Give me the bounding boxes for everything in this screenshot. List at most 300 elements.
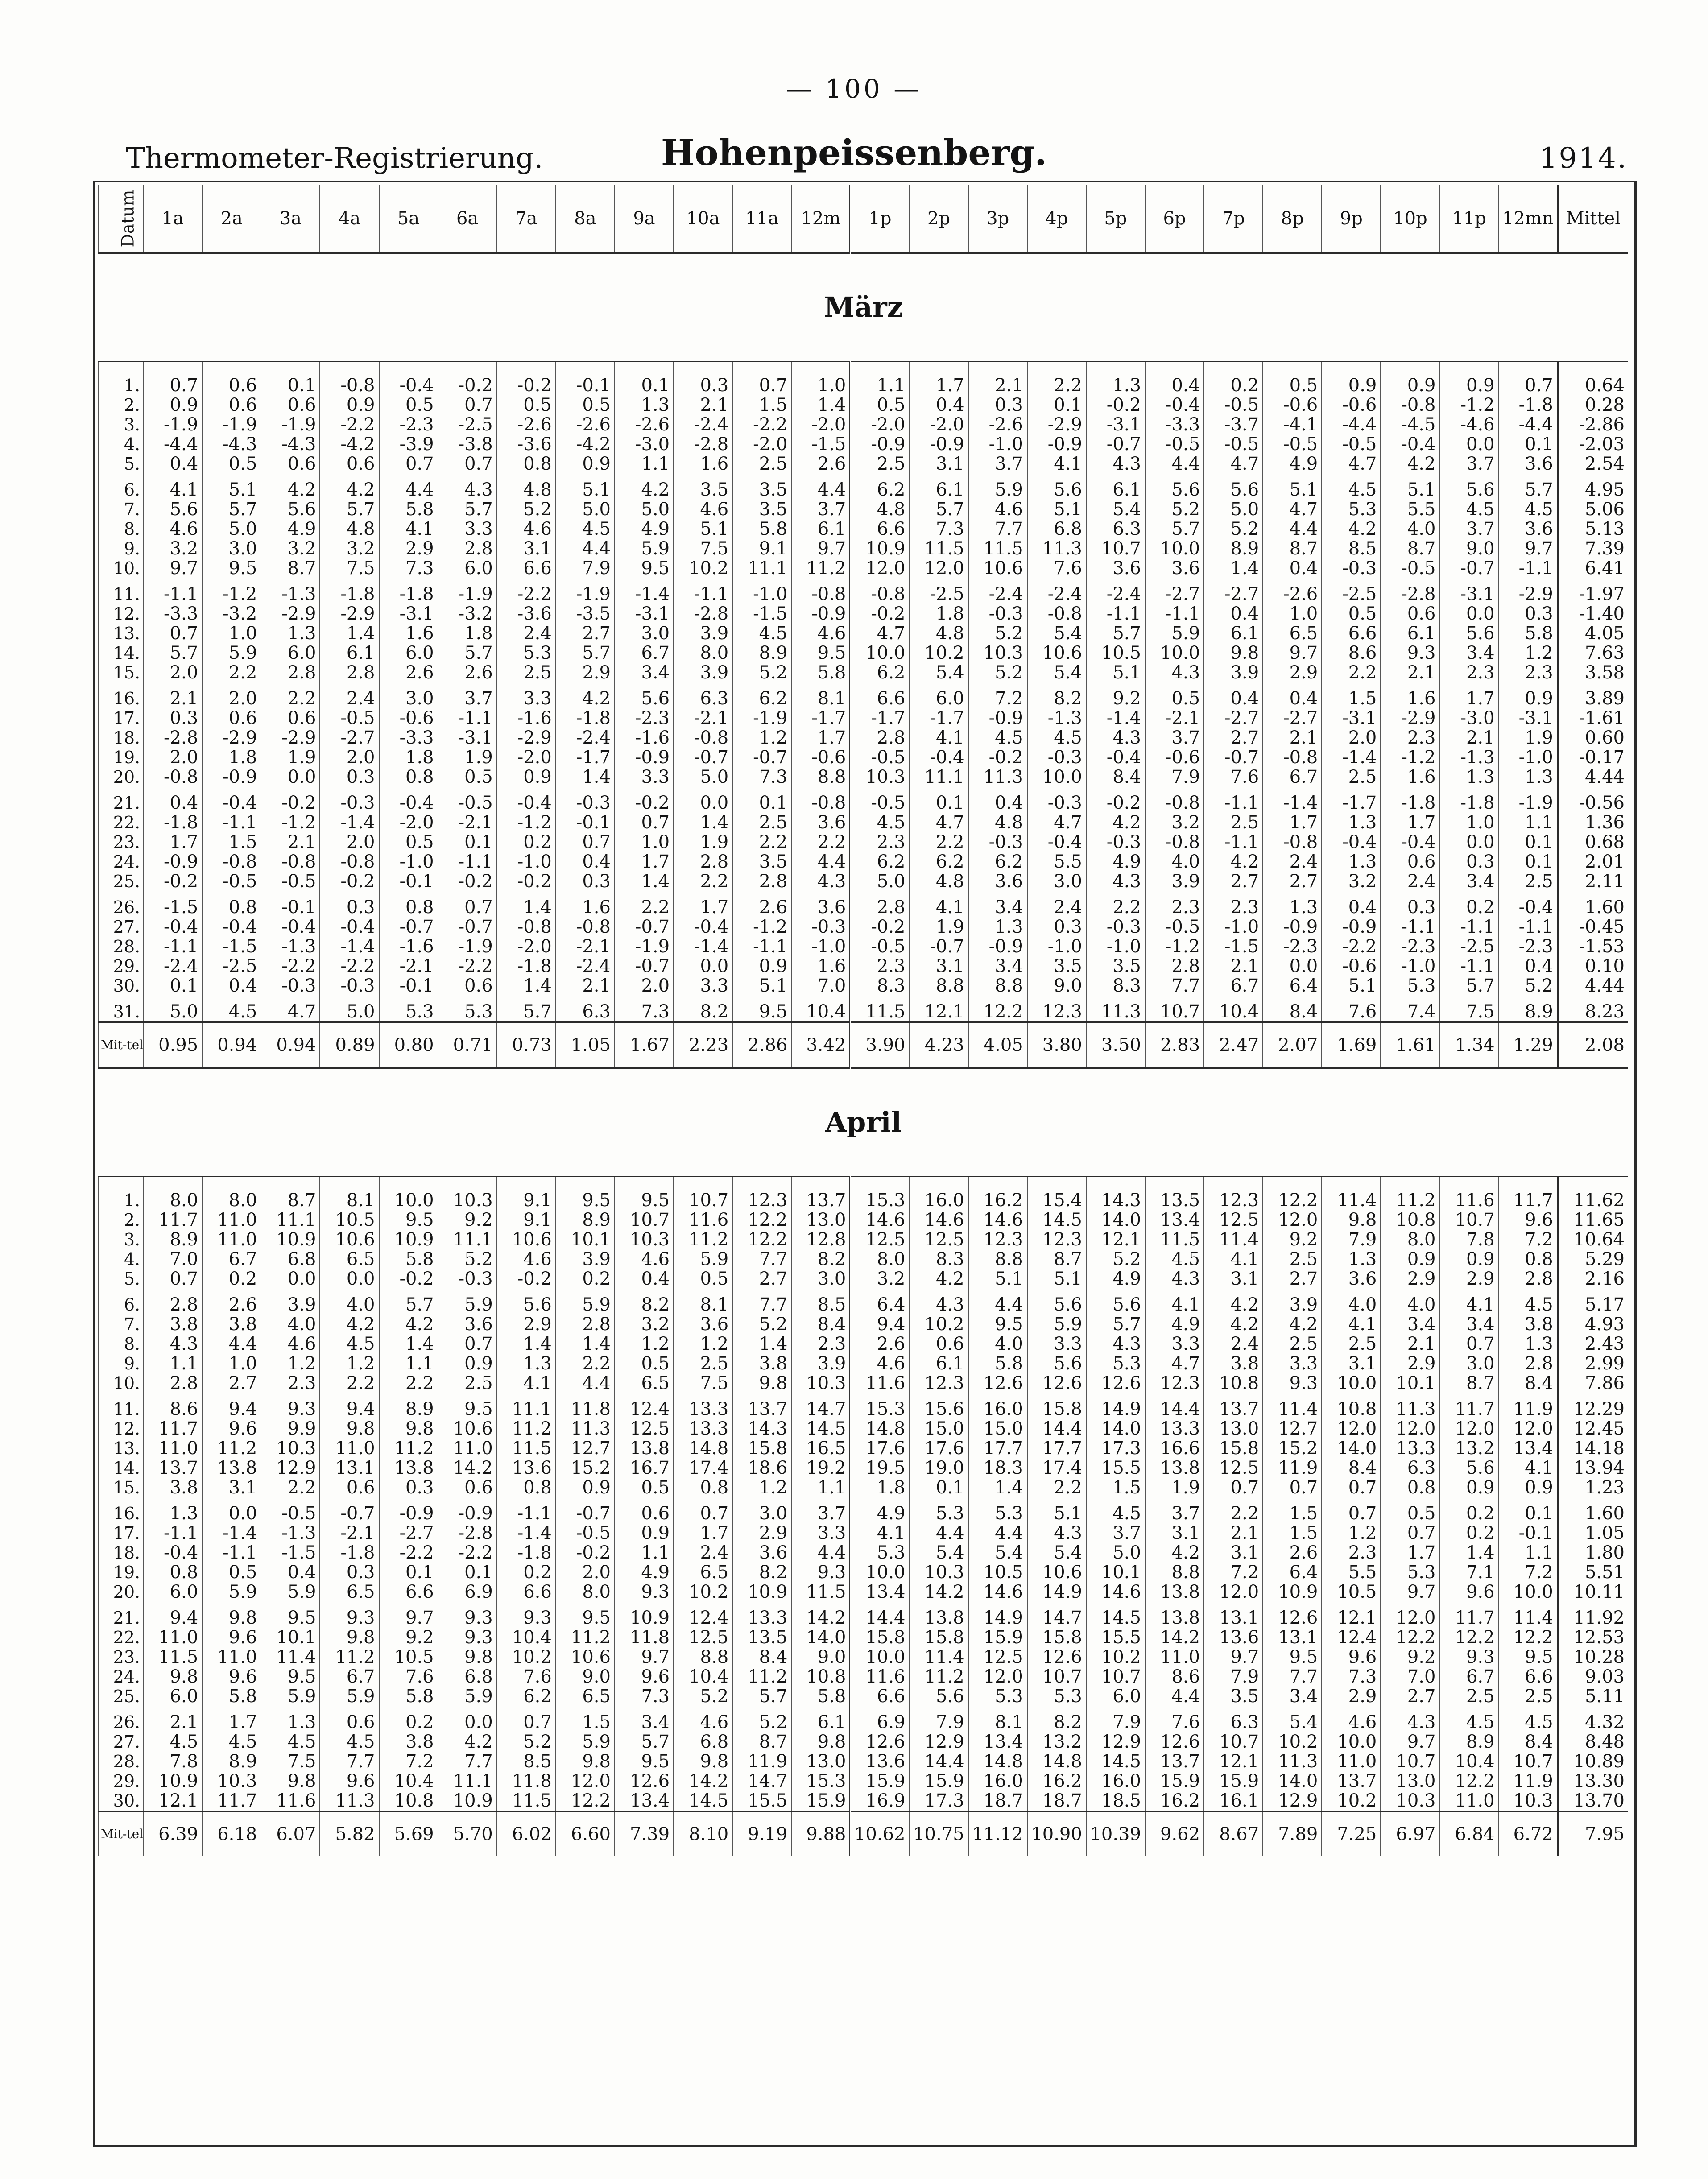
table-row	[99, 1732, 1628, 1752]
hourly-value-cell: 9.8	[791, 1732, 850, 1752]
hourly-value-cell: 7.9	[1145, 767, 1204, 787]
hourly-value-cell: -1.1	[1439, 917, 1498, 937]
hourly-value-cell: 4.4	[379, 480, 438, 500]
hourly-value-cell: 10.3	[791, 1373, 850, 1393]
hourly-value-cell: 5.6	[497, 1295, 556, 1315]
hourly-value-cell: 4.5	[968, 728, 1027, 748]
spacer-cell	[261, 682, 320, 689]
hourly-value-cell: -0.2	[850, 604, 909, 624]
hourly-value-cell: -4.2	[320, 434, 379, 454]
hourly-value-cell: 2.5	[850, 454, 909, 474]
monthly-mean-cell: 0.94	[261, 1022, 320, 1068]
hourly-value-cell: 11.2	[910, 1667, 968, 1687]
hourly-value-cell: -0.5	[556, 1523, 615, 1543]
hourly-value-cell: 10.2	[1086, 1647, 1145, 1667]
hourly-value-cell: 14.5	[1086, 1608, 1145, 1628]
hourly-value-cell: 11.5	[497, 1439, 556, 1458]
hourly-value-cell: -0.2	[1086, 793, 1145, 813]
hourly-value-cell: -3.1	[1322, 708, 1381, 728]
hourly-value-cell: 5.1	[1381, 480, 1439, 500]
hourly-value-cell: -1.9	[202, 415, 261, 434]
hourly-value-cell: -1.9	[1499, 793, 1558, 813]
hourly-value-cell: -2.6	[1263, 584, 1322, 604]
hourly-value-cell: 9.8	[261, 1771, 320, 1791]
hourly-value-cell: 2.2	[615, 897, 674, 917]
hourly-value-cell: 11.4	[1322, 1177, 1381, 1211]
hourly-value-cell: -0.4	[1322, 832, 1381, 852]
spacer-cell	[556, 682, 615, 689]
hourly-value-cell: 13.2	[1027, 1732, 1086, 1752]
hourly-value-cell: 4.1	[1439, 1295, 1498, 1315]
hourly-value-cell: 1.8	[379, 748, 438, 767]
spacer-cell	[261, 1289, 320, 1295]
hourly-value-cell: 9.6	[615, 1667, 674, 1687]
hourly-value-cell: -0.4	[1145, 395, 1204, 415]
row-group-spacer	[99, 1393, 1628, 1399]
hourly-value-cell: 5.4	[910, 663, 968, 682]
daily-mean-cell: 7.39	[1558, 539, 1628, 558]
hourly-value-cell: 11.8	[497, 1771, 556, 1791]
day-label: 11.	[99, 1399, 143, 1419]
daily-mean-cell: 1.23	[1558, 1478, 1628, 1497]
hourly-value-cell: 0.8	[379, 897, 438, 917]
hourly-value-cell: -2.3	[379, 415, 438, 434]
spacer-cell	[1086, 474, 1145, 480]
hourly-value-cell: 1.9	[438, 748, 497, 767]
hourly-value-cell: -0.2	[615, 793, 674, 813]
hourly-value-cell: 1.4	[320, 624, 379, 643]
hourly-value-cell: 15.9	[791, 1791, 850, 1811]
hourly-value-cell: 11.1	[261, 1210, 320, 1230]
hourly-value-cell: 0.1	[379, 1563, 438, 1582]
hourly-value-cell: 2.5	[497, 663, 556, 682]
hourly-value-cell: 8.6	[1322, 643, 1381, 663]
hourly-value-cell: 1.2	[1499, 643, 1558, 663]
hourly-value-cell: 4.6	[261, 1334, 320, 1354]
daily-mean-cell: -1.53	[1558, 937, 1628, 956]
hourly-value-cell: -3.2	[438, 604, 497, 624]
hourly-value-cell: 1.1	[850, 362, 909, 396]
hourly-value-cell: 8.7	[1263, 539, 1322, 558]
hourly-value-cell: 3.1	[1322, 1354, 1381, 1373]
hourly-value-cell: 0.4	[143, 793, 202, 813]
daily-mean-cell: 10.64	[1558, 1230, 1628, 1249]
hourly-value-cell: 14.9	[1086, 1399, 1145, 1419]
hourly-value-cell: 1.5	[1086, 1478, 1145, 1497]
hourly-value-cell: 2.1	[143, 1712, 202, 1732]
hourly-value-cell: 0.0	[674, 793, 732, 813]
hourly-value-cell: 5.2	[968, 624, 1027, 643]
hourly-value-cell: 6.2	[850, 852, 909, 872]
spacer-cell	[1027, 578, 1086, 584]
hourly-value-cell: 4.4	[1145, 454, 1204, 474]
hourly-value-cell: 3.3	[1263, 1354, 1322, 1373]
hourly-value-cell: 5.3	[1086, 1354, 1145, 1373]
hourly-value-cell: 15.6	[910, 1399, 968, 1419]
hourly-value-cell: 8.1	[791, 689, 850, 708]
hourly-value-cell: 12.2	[1439, 1771, 1498, 1791]
hourly-value-cell: 13.8	[379, 1458, 438, 1478]
table-row	[99, 1543, 1628, 1563]
hourly-value-cell: 0.0	[261, 1269, 320, 1289]
hourly-value-cell: 14.6	[1086, 1582, 1145, 1602]
hourly-value-cell: -0.8	[1263, 748, 1322, 767]
hourly-value-cell: 10.6	[1027, 643, 1086, 663]
day-label: 9.	[99, 1354, 143, 1373]
hourly-value-cell: 4.6	[850, 1354, 909, 1373]
monthly-mean-cell: 3.42	[791, 1022, 850, 1068]
hourly-value-cell: 0.7	[674, 1504, 732, 1523]
hourly-value-cell: 10.5	[1322, 1582, 1381, 1602]
hourly-value-cell: 3.7	[791, 1504, 850, 1523]
hourly-value-cell: 11.5	[1145, 1230, 1204, 1249]
monthly-mean-row	[99, 1811, 1628, 1857]
hourly-value-cell: 2.3	[850, 832, 909, 852]
hourly-value-cell: -2.7	[379, 1523, 438, 1543]
hourly-value-cell: 9.2	[1263, 1230, 1322, 1249]
hourly-value-cell: 5.7	[1439, 976, 1498, 996]
daily-mean-cell: 11.92	[1558, 1608, 1628, 1628]
spacer-cell	[202, 787, 261, 793]
hourly-value-cell: 10.6	[320, 1230, 379, 1249]
hourly-value-cell: -0.2	[438, 362, 497, 396]
hourly-value-cell: -2.8	[438, 1523, 497, 1543]
hourly-value-cell: 5.2	[732, 663, 791, 682]
day-label: 22.	[99, 1628, 143, 1647]
hourly-value-cell: 1.2	[320, 1354, 379, 1373]
hourly-value-cell: -0.2	[1086, 395, 1145, 415]
hourly-value-cell: 0.9	[1381, 1249, 1439, 1269]
hourly-value-cell: 14.9	[968, 1608, 1027, 1628]
day-label: 18.	[99, 728, 143, 748]
hourly-value-cell: 12.1	[910, 1002, 968, 1022]
hourly-value-cell: 5.2	[1499, 976, 1558, 996]
spacer-cell	[1499, 1393, 1558, 1399]
hourly-value-cell: 2.1	[1204, 1523, 1263, 1543]
table-row	[99, 480, 1628, 500]
hourly-value-cell: 0.2	[202, 1269, 261, 1289]
hourly-value-cell: -0.3	[320, 976, 379, 996]
row-group-spacer	[99, 1706, 1628, 1712]
spacer-cell	[261, 1497, 320, 1504]
hourly-value-cell: 3.0	[732, 1504, 791, 1523]
hourly-value-cell: 8.4	[732, 1647, 791, 1667]
spacer-cell	[674, 787, 732, 793]
table-row	[99, 415, 1628, 434]
hourly-value-cell: 0.6	[261, 708, 320, 728]
day-label: 24.	[99, 852, 143, 872]
hourly-value-cell: -0.9	[791, 604, 850, 624]
spacer-cell	[261, 578, 320, 584]
hourly-value-cell: 7.2	[968, 689, 1027, 708]
hourly-value-cell: 8.6	[143, 1399, 202, 1419]
hourly-value-cell: -1.0	[1204, 917, 1263, 937]
hourly-value-cell: -0.3	[791, 917, 850, 937]
hourly-value-cell: 2.2	[556, 1354, 615, 1373]
hourly-value-cell: 4.5	[1439, 500, 1498, 519]
day-label: 25.	[99, 872, 143, 891]
day-label: 18.	[99, 1543, 143, 1563]
monthly-mean-cell: 5.70	[438, 1811, 497, 1857]
hourly-value-cell: 6.0	[261, 643, 320, 663]
hourly-value-cell: 4.5	[1322, 480, 1381, 500]
hourly-value-cell: -0.9	[202, 767, 261, 787]
hourly-value-cell: -2.0	[497, 937, 556, 956]
hourly-value-cell: -0.3	[1086, 917, 1145, 937]
hourly-value-cell: -0.4	[143, 917, 202, 937]
hourly-value-cell: 1.3	[1499, 1334, 1558, 1354]
column-header-hour: 10a	[674, 185, 732, 253]
hourly-value-cell: -2.7	[1145, 584, 1204, 604]
hourly-value-cell: 2.9	[1381, 1269, 1439, 1289]
hourly-value-cell: 10.9	[732, 1582, 791, 1602]
hourly-value-cell: 3.3	[1027, 1334, 1086, 1354]
hourly-value-cell: -1.9	[143, 415, 202, 434]
hourly-value-cell: 4.5	[202, 1732, 261, 1752]
hourly-value-cell: -1.8	[1439, 793, 1498, 813]
hourly-value-cell: 0.7	[438, 454, 497, 474]
hourly-value-cell: 1.7	[791, 728, 850, 748]
spacer-cell	[1263, 1706, 1322, 1712]
hourly-value-cell: 1.2	[732, 728, 791, 748]
hourly-value-cell: 3.7	[1145, 1504, 1204, 1523]
daily-mean-cell: 4.95	[1558, 480, 1628, 500]
hourly-value-cell: 4.2	[1322, 519, 1381, 539]
hourly-value-cell: 5.6	[1439, 480, 1498, 500]
hourly-value-cell: 6.4	[1263, 976, 1322, 996]
spacer-cell	[850, 474, 909, 480]
hourly-value-cell: -1.6	[497, 708, 556, 728]
monthly-mean-cell: 1.61	[1381, 1022, 1439, 1068]
hourly-value-cell: 0.4	[1145, 362, 1204, 396]
hourly-value-cell: 9.8	[202, 1608, 261, 1628]
hourly-value-cell: 3.5	[1086, 956, 1145, 976]
hourly-value-cell: 11.5	[791, 1582, 850, 1602]
spacer-cell	[1439, 891, 1498, 897]
hourly-value-cell: 5.7	[320, 500, 379, 519]
daily-mean-cell: 0.68	[1558, 832, 1628, 852]
hourly-value-cell: 5.3	[497, 643, 556, 663]
hourly-value-cell: 3.0	[202, 539, 261, 558]
hourly-value-cell: 12.0	[1322, 1419, 1381, 1439]
hourly-value-cell: 0.3	[1499, 604, 1558, 624]
spacer-cell	[1558, 787, 1628, 793]
hourly-value-cell: 15.5	[1086, 1628, 1145, 1647]
hourly-value-cell: 9.5	[556, 1177, 615, 1211]
hourly-value-cell: -1.0	[1086, 937, 1145, 956]
hourly-value-cell: 10.0	[1322, 1373, 1381, 1393]
spacer-cell	[910, 578, 968, 584]
day-label: 10.	[99, 558, 143, 578]
hourly-value-cell: 13.1	[1263, 1628, 1322, 1647]
hourly-value-cell: -1.7	[556, 748, 615, 767]
hourly-value-cell: 5.2	[497, 500, 556, 519]
hourly-value-cell: 3.1	[910, 956, 968, 976]
spacer-cell	[497, 787, 556, 793]
hourly-value-cell: 1.0	[1263, 604, 1322, 624]
hourly-value-cell: 6.1	[1086, 480, 1145, 500]
hourly-value-cell: 2.1	[1204, 956, 1263, 976]
day-label: 21.	[99, 1608, 143, 1628]
hourly-value-cell: 4.4	[1145, 1687, 1204, 1706]
hourly-value-cell: 7.0	[1381, 1667, 1439, 1687]
spacer-cell	[1086, 1393, 1145, 1399]
hourly-value-cell: 0.6	[261, 454, 320, 474]
hourly-value-cell: -0.7	[615, 917, 674, 937]
hourly-value-cell: 11.7	[1439, 1399, 1498, 1419]
hourly-value-cell: 11.0	[1145, 1647, 1204, 1667]
table-row	[99, 1334, 1628, 1354]
hourly-value-cell: 9.8	[732, 1373, 791, 1393]
hourly-value-cell: 9.2	[1381, 1647, 1439, 1667]
spacer-cell	[968, 1393, 1027, 1399]
hourly-value-cell: 13.7	[791, 1177, 850, 1211]
hourly-value-cell: -0.2	[438, 872, 497, 891]
hourly-value-cell: 4.5	[320, 1334, 379, 1354]
hourly-value-cell: 4.5	[1499, 500, 1558, 519]
hourly-value-cell: -0.5	[850, 793, 909, 813]
spacer-cell	[1439, 474, 1498, 480]
table-row	[99, 663, 1628, 682]
spacer-cell	[261, 1706, 320, 1712]
hourly-value-cell: -4.4	[1499, 415, 1558, 434]
hourly-value-cell: 5.7	[379, 1295, 438, 1315]
hourly-value-cell: -3.2	[202, 604, 261, 624]
hourly-value-cell: 3.1	[1204, 1543, 1263, 1563]
spacer-cell	[1381, 787, 1439, 793]
hourly-value-cell: 18.7	[968, 1791, 1027, 1811]
hourly-value-cell: 2.3	[261, 1373, 320, 1393]
hourly-value-cell: 8.7	[1381, 539, 1439, 558]
hourly-value-cell: 5.9	[320, 1687, 379, 1706]
hourly-value-cell: 2.5	[1263, 1249, 1322, 1269]
day-label: 31.	[99, 1002, 143, 1022]
hourly-value-cell: 8.8	[968, 976, 1027, 996]
hourly-value-cell: 11.1	[438, 1230, 497, 1249]
hourly-value-cell: 10.8	[791, 1667, 850, 1687]
hourly-value-cell: 16.7	[615, 1458, 674, 1478]
spacer-cell	[1558, 1602, 1628, 1608]
spacer-cell	[438, 787, 497, 793]
hourly-value-cell: -1.5	[143, 897, 202, 917]
hourly-value-cell: 4.1	[910, 897, 968, 917]
hourly-value-cell: 4.1	[850, 1523, 909, 1543]
hourly-value-cell: 5.3	[850, 1543, 909, 1563]
hourly-value-cell: 10.6	[497, 1230, 556, 1249]
hourly-value-cell: 1.1	[379, 1354, 438, 1373]
hourly-value-cell: 4.0	[1381, 1295, 1439, 1315]
hourly-value-cell: 0.1	[438, 832, 497, 852]
spacer-cell	[1499, 578, 1558, 584]
spacer-cell	[1086, 1497, 1145, 1504]
hourly-value-cell: 4.5	[1499, 1295, 1558, 1315]
hourly-value-cell: 0.4	[556, 852, 615, 872]
day-label: 20.	[99, 767, 143, 787]
hourly-value-cell: -2.5	[1322, 584, 1381, 604]
row-group-spacer	[99, 1602, 1628, 1608]
hourly-value-cell: -0.4	[379, 362, 438, 396]
hourly-value-cell: -2.2	[1322, 937, 1381, 956]
monthly-mean-cell: 0.94	[202, 1022, 261, 1068]
hourly-value-cell: 11.9	[1263, 1458, 1322, 1478]
hourly-value-cell: 10.4	[1439, 1752, 1498, 1771]
hourly-value-cell: 0.8	[202, 897, 261, 917]
hourly-value-cell: 1.5	[732, 395, 791, 415]
hourly-value-cell: 13.0	[1381, 1771, 1439, 1791]
hourly-value-cell: 3.8	[1204, 1354, 1263, 1373]
hourly-value-cell: 5.6	[615, 689, 674, 708]
spacer-cell	[379, 1289, 438, 1295]
hourly-value-cell: 4.0	[1322, 1295, 1381, 1315]
day-label: 6.	[99, 480, 143, 500]
hourly-value-cell: 5.5	[1027, 852, 1086, 872]
hourly-value-cell: -2.1	[1145, 708, 1204, 728]
hourly-value-cell: -1.8	[1499, 395, 1558, 415]
hourly-value-cell: -2.8	[143, 728, 202, 748]
hourly-value-cell: 0.7	[438, 1334, 497, 1354]
spacer-cell	[379, 1393, 438, 1399]
spacer-cell	[968, 1289, 1027, 1295]
hourly-value-cell: 5.8	[1499, 624, 1558, 643]
hourly-value-cell: 11.7	[1439, 1608, 1498, 1628]
hourly-value-cell: 3.2	[261, 539, 320, 558]
hourly-value-cell: 1.7	[615, 852, 674, 872]
hourly-value-cell: 2.6	[732, 897, 791, 917]
hourly-value-cell: 1.1	[615, 1543, 674, 1563]
hourly-value-cell: -1.6	[615, 728, 674, 748]
hourly-value-cell: 2.0	[1322, 728, 1381, 748]
spacer-cell	[732, 578, 791, 584]
hourly-value-cell: 13.7	[1204, 1399, 1263, 1419]
hourly-value-cell: -1.1	[732, 937, 791, 956]
hourly-value-cell: -0.2	[497, 362, 556, 396]
hourly-value-cell: 12.2	[1263, 1177, 1322, 1211]
spacer-cell	[556, 787, 615, 793]
hourly-value-cell: 2.0	[143, 748, 202, 767]
table-row	[99, 1504, 1628, 1523]
hourly-value-cell: 14.6	[968, 1210, 1027, 1230]
spacer-cell	[1381, 996, 1439, 1002]
daily-mean-cell: 1.80	[1558, 1543, 1628, 1563]
hourly-value-cell: 14.4	[910, 1752, 968, 1771]
hourly-value-cell: -1.0	[968, 434, 1027, 454]
hourly-value-cell: 16.6	[1145, 1439, 1204, 1458]
spacer-cell	[968, 474, 1027, 480]
hourly-value-cell: 10.7	[1499, 1752, 1558, 1771]
table-row	[99, 976, 1628, 996]
hourly-value-cell: 0.7	[497, 1712, 556, 1732]
hourly-value-cell: 6.8	[438, 1667, 497, 1687]
hourly-value-cell: 11.0	[1322, 1752, 1381, 1771]
hourly-value-cell: 10.7	[615, 1210, 674, 1230]
hourly-value-cell: -1.8	[320, 584, 379, 604]
hourly-value-cell: 1.3	[1322, 852, 1381, 872]
spacer-cell	[732, 1393, 791, 1399]
hourly-value-cell: 15.8	[850, 1628, 909, 1647]
hourly-value-cell: 12.7	[556, 1439, 615, 1458]
hourly-value-cell: 12.0	[1381, 1608, 1439, 1628]
hourly-value-cell: 8.3	[910, 1249, 968, 1269]
row-group-spacer	[99, 474, 1628, 480]
spacer-cell	[1086, 1706, 1145, 1712]
hourly-value-cell: 3.7	[1439, 454, 1498, 474]
hourly-value-cell: -3.9	[379, 434, 438, 454]
hourly-value-cell: 3.6	[1499, 454, 1558, 474]
hourly-value-cell: 9.0	[791, 1647, 850, 1667]
hourly-value-cell: 3.0	[791, 1269, 850, 1289]
hourly-value-cell: -0.5	[261, 1504, 320, 1523]
hourly-value-cell: 4.0	[261, 1315, 320, 1334]
